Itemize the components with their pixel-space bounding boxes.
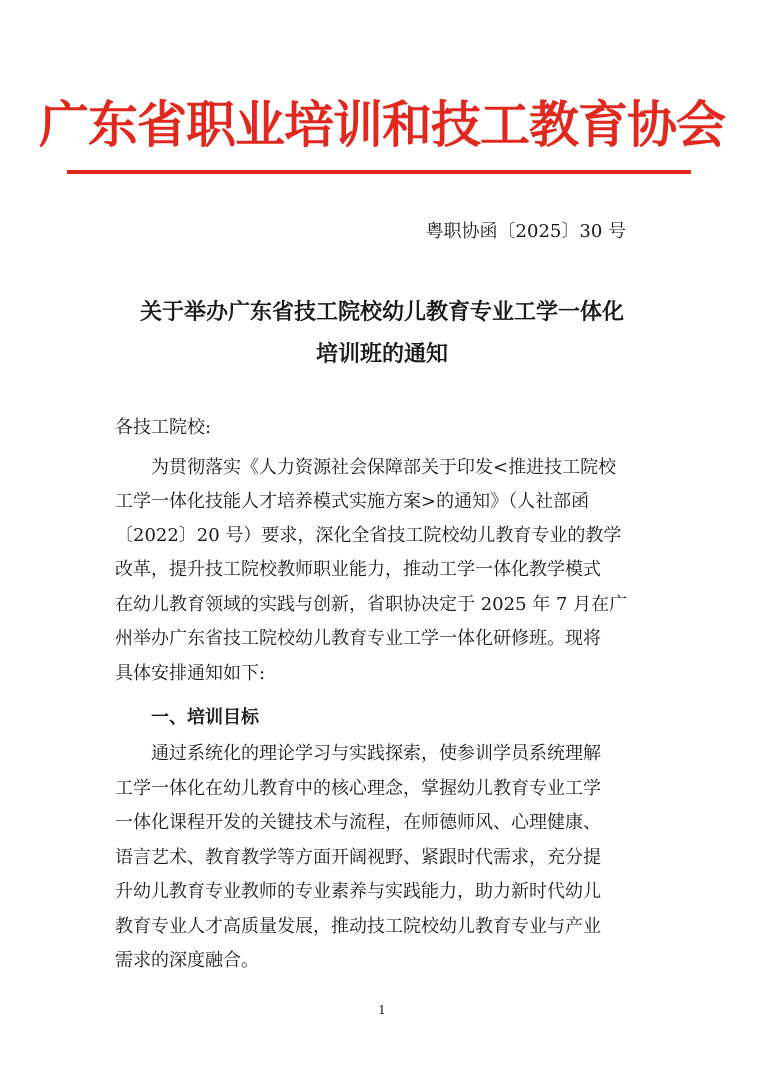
- intro-line: 具体安排通知如下:: [115, 663, 266, 684]
- document-number: 粤职协函〔2025〕30 号: [425, 221, 626, 242]
- salutation: 各技工院校:: [115, 417, 212, 438]
- intro-line: 改革，提升技工院校教师职业能力，推动工学一体化教学模式: [115, 559, 601, 580]
- section-line: 语言艺术、教育教学等方面开阔视野、紧跟时代需求，充分提: [115, 847, 601, 868]
- section-line: 升幼儿教育专业教师的专业素养与实践能力，助力新时代幼儿: [115, 881, 601, 902]
- intro-line: 工学一体化技能人才培养模式实施方案>的通知》（人社部函: [115, 491, 590, 512]
- section-line: 一体化课程开发的关键技术与流程，在师德师风、心理健康、: [115, 812, 601, 833]
- intro-line: 为贯彻落实《人力资源社会保障部关于印发<推进技工院校: [151, 457, 617, 478]
- section-line: 通过系统化的理论学习与实践探索，使参训学员系统理解: [151, 743, 601, 764]
- document-title-line-2: 培训班的通知: [315, 342, 448, 367]
- intro-line: 在幼儿教育领域的实践与创新，省职协决定于 2025 年 7 月在广: [115, 594, 628, 615]
- document-title-line-1: 关于举办广东省技工院校幼儿教育专业工学一体化: [139, 300, 624, 325]
- section-heading-training-goals: 一、培训目标: [151, 707, 259, 728]
- intro-line: 〔2022〕20 号）要求，深化全省技工院校幼儿教育专业的教学: [115, 525, 622, 546]
- section-line: 工学一体化在幼儿教育中的核心理念，掌握幼儿教育专业工学: [115, 778, 601, 799]
- page-number: 1: [378, 1003, 386, 1017]
- section-line: 教育专业人才高质量发展，推动技工院校幼儿教育专业与产业: [115, 916, 601, 937]
- header-red-rule: [67, 170, 691, 174]
- section-line: 需求的深度融合。: [115, 950, 259, 971]
- organization-header: 广东省职业培训和技工教育协会: [39, 96, 725, 154]
- intro-line: 州举办广东省技工院校幼儿教育专业工学一体化研修班。现将: [115, 628, 601, 649]
